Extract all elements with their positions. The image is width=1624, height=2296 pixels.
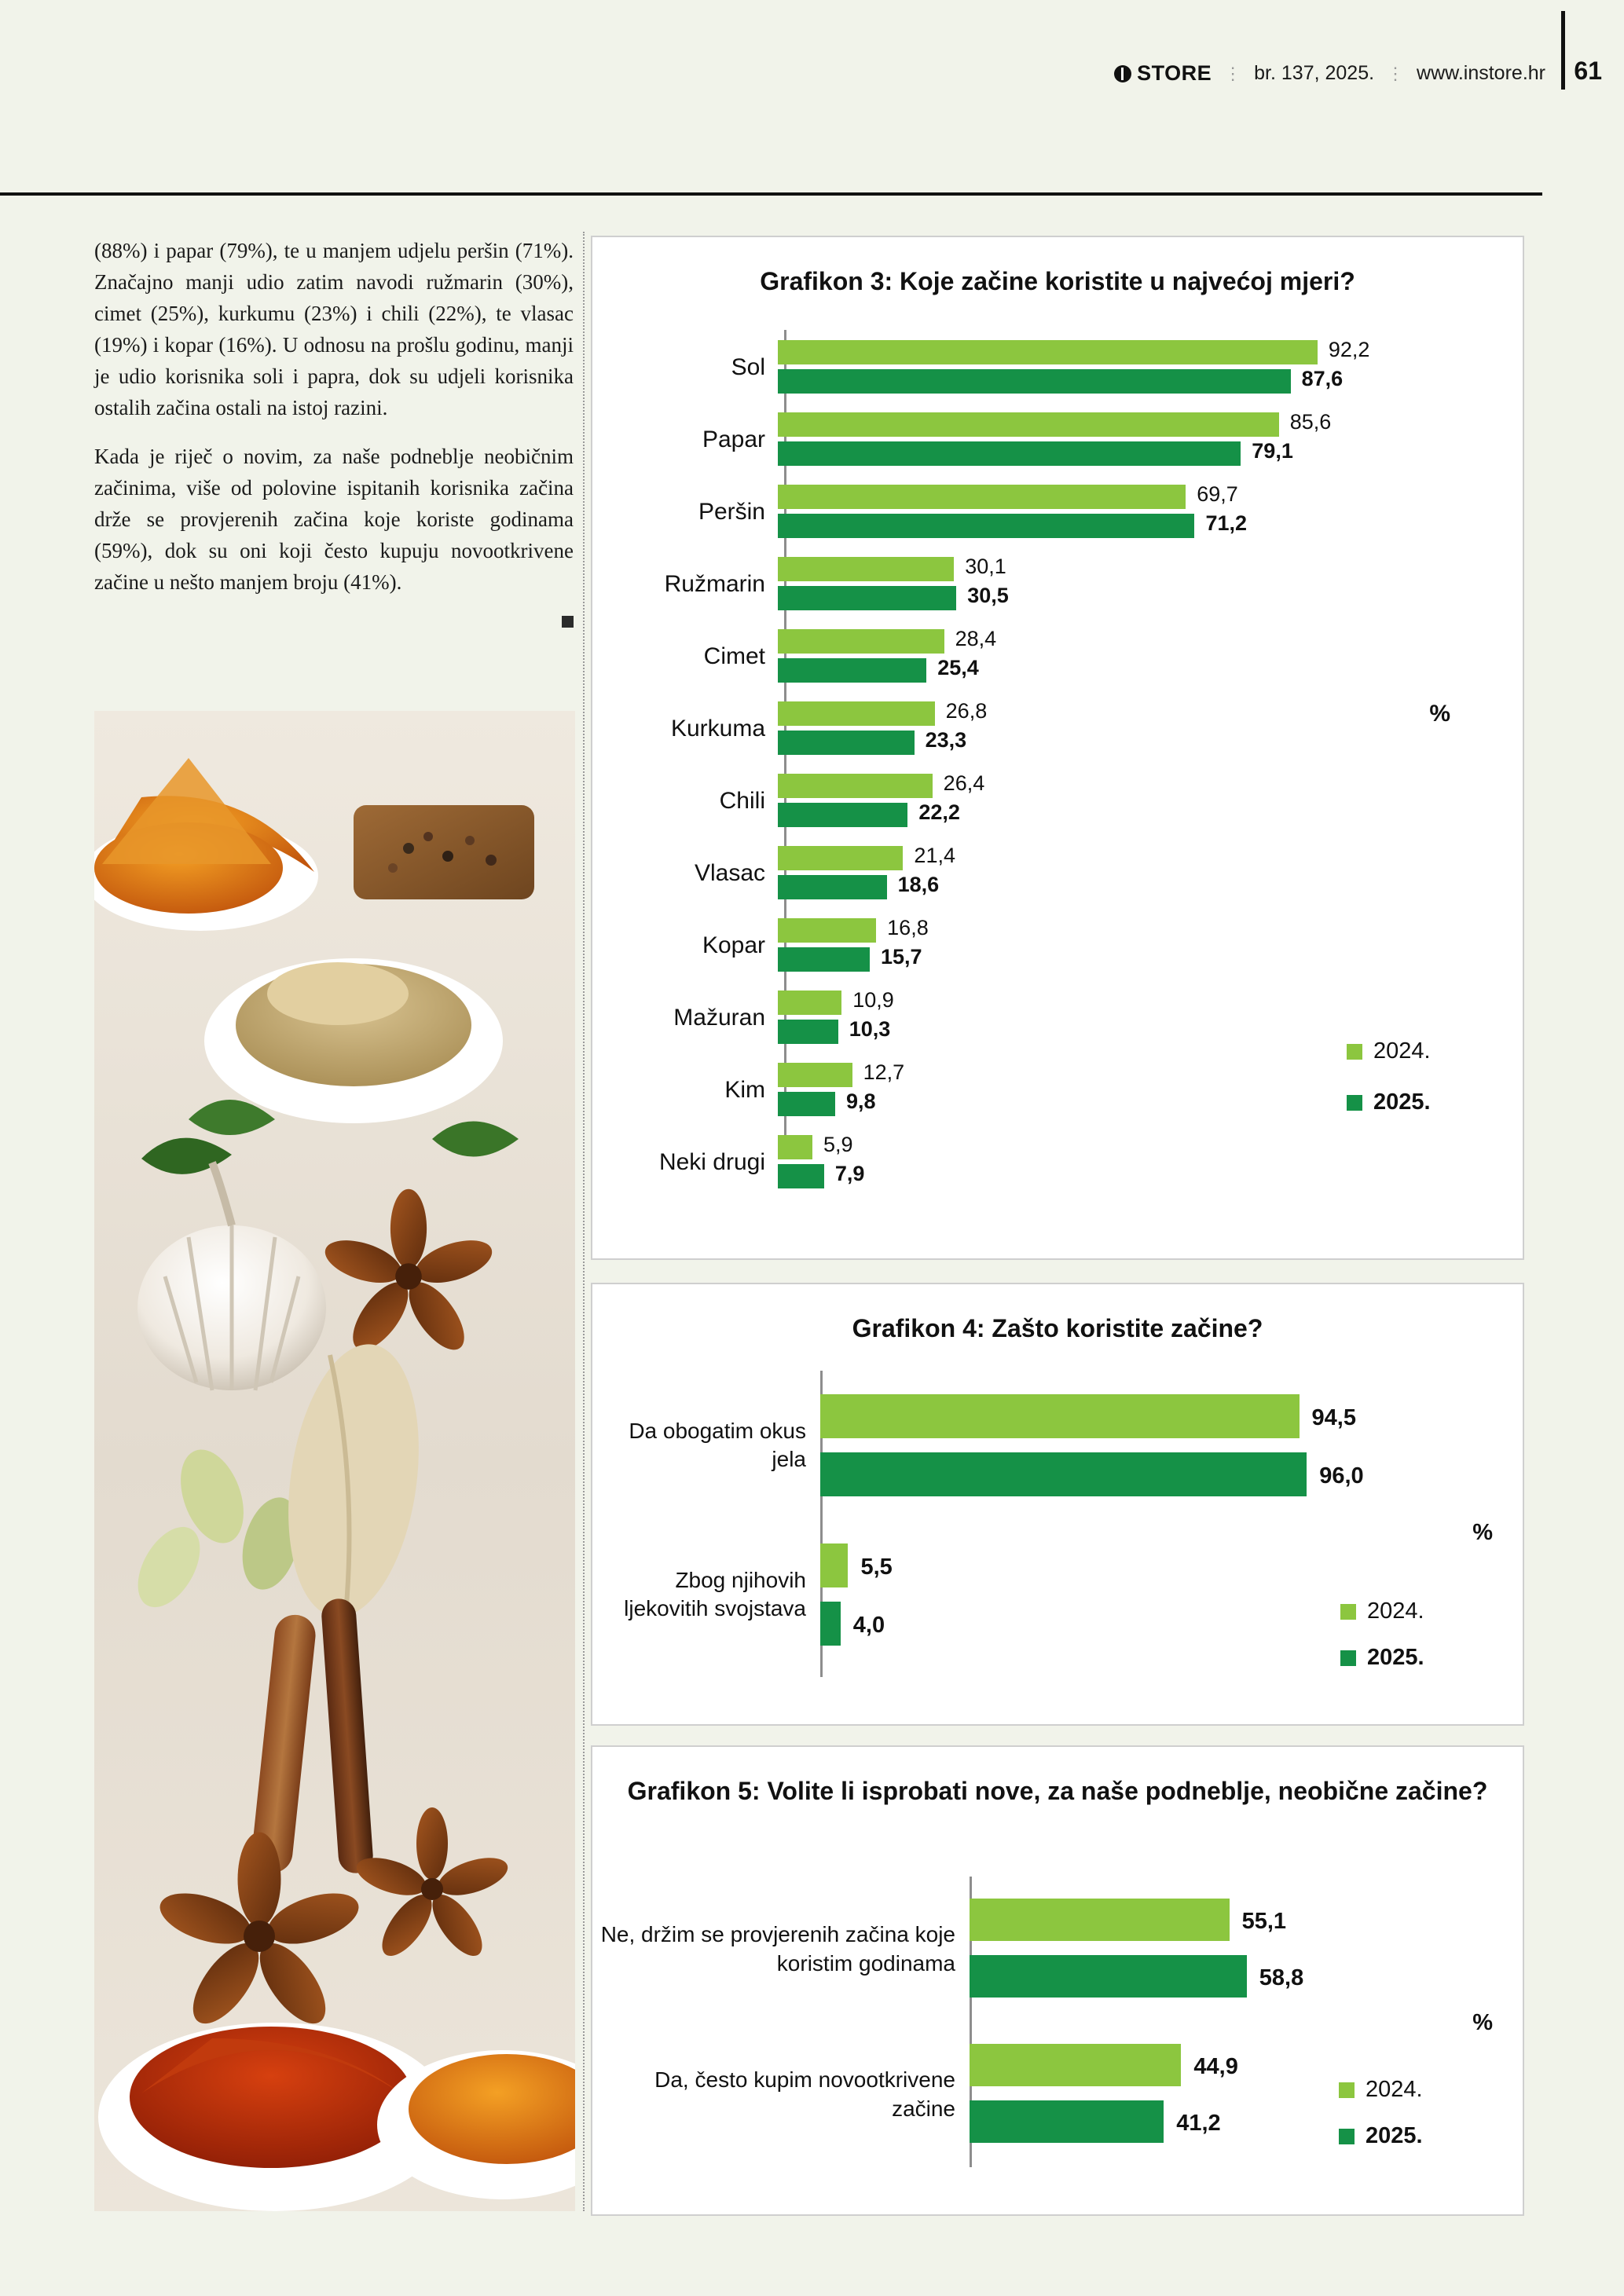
legend-label-2025: 2025. — [1367, 1645, 1424, 1670]
chart5-value-2024: 44,9 — [1193, 2054, 1238, 2079]
legend-item-2025 — [1339, 2123, 1423, 2149]
chart4-value-2024: 5,5 — [860, 1554, 893, 1580]
chart3-bar-2025 — [778, 803, 907, 827]
chart3-bar-2024 — [778, 918, 876, 943]
chart5-category-label: Ne, držim se provjerenih začina koje koristim godinama — [600, 1922, 955, 1976]
chart3-value-2025: 9,8 — [846, 1089, 876, 1113]
chart-card-grafikon3 — [591, 236, 1524, 1260]
chart4-value-2024: 94,5 — [1311, 1405, 1356, 1430]
legend-swatch-2024-icon — [1339, 2082, 1355, 2098]
chart-card-grafikon5 — [591, 1745, 1524, 2216]
chart3-value-2025: 71,2 — [1205, 511, 1247, 535]
chart4-bar-2025 — [820, 1452, 1307, 1496]
header-rule — [0, 192, 1542, 196]
chart3-value-2025: 30,5 — [967, 584, 1009, 607]
chart3-value-2024: 16,8 — [887, 916, 929, 939]
chart3-value-2024: 30,1 — [965, 555, 1006, 578]
chart5-row — [592, 1877, 1523, 2022]
chart3-bars — [778, 837, 1523, 910]
chart3-category-label: Mažuran — [673, 1005, 765, 1031]
article-text — [94, 236, 574, 635]
chart3-value-2024: 85,6 — [1289, 410, 1332, 434]
legend-swatch-2025-icon — [1339, 2129, 1355, 2144]
chart3-legend — [1347, 1038, 1431, 1115]
chart3-bars — [778, 621, 1523, 693]
chart3-bar-2025 — [778, 441, 1241, 466]
chart5-bar-2025 — [970, 1955, 1247, 1998]
chart3-row — [592, 910, 1523, 982]
chart4-legend — [1340, 1598, 1424, 1671]
chart3-value-2025: 79,1 — [1252, 439, 1293, 463]
chart3-bar-2025 — [778, 586, 956, 610]
chart4-bar-2025 — [820, 1602, 841, 1646]
chart3-bars — [778, 693, 1523, 765]
chart3-row — [592, 1126, 1523, 1199]
chart3-bar-2024 — [778, 485, 1186, 509]
legend-item-2024 — [1340, 1598, 1424, 1624]
divider-dots-2: ⋮ — [1387, 63, 1405, 83]
legend-item-2025 — [1340, 1645, 1424, 1671]
chart3-bar-2025 — [778, 1164, 824, 1188]
legend-item-2024 — [1339, 2077, 1423, 2103]
chart3-bar-2024 — [778, 701, 935, 726]
page-header — [0, 0, 1624, 181]
chart-card-grafikon4 — [591, 1283, 1524, 1726]
chart3-value-2025: 18,6 — [897, 873, 940, 896]
chart3-value-2025: 87,6 — [1301, 367, 1344, 390]
chart3-row — [592, 765, 1523, 837]
chart3-bar-2024 — [778, 1135, 812, 1159]
chart3-bar-2024 — [778, 557, 954, 581]
chart3-bar-2024 — [778, 1063, 852, 1087]
website-link[interactable]: www.instore.hr — [1417, 62, 1545, 84]
legend-label-2024: 2024. — [1366, 2077, 1423, 2102]
issue-label: br. 137, 2025. — [1254, 62, 1375, 84]
chart3-row — [592, 621, 1523, 693]
chart4-value-2025: 4,0 — [852, 1613, 885, 1638]
chart3-unit: % — [1429, 701, 1450, 727]
logo-text: STORE — [1137, 61, 1212, 85]
legend-swatch-2025-icon — [1347, 1095, 1362, 1111]
header-vertical-rule — [1561, 11, 1565, 90]
chart4-bar-2024 — [820, 1394, 1300, 1438]
spices-photo — [94, 711, 575, 2211]
chart4-category-label: Da obogatim okus jela — [629, 1418, 806, 1471]
chart4-unit: % — [1472, 1520, 1493, 1545]
chart3-category-label: Chili — [719, 788, 765, 814]
chart3-value-2025: 15,7 — [880, 945, 922, 969]
chart3-bar-2025 — [778, 875, 887, 899]
chart3-category-label: Sol — [731, 354, 765, 380]
chart3-bar-2024 — [778, 412, 1279, 437]
chart5-legend — [1339, 2077, 1423, 2149]
chart3-bars — [778, 765, 1523, 837]
chart3-bar-2024 — [778, 846, 903, 870]
chart3-bar-2025 — [778, 514, 1194, 538]
chart3-bar-2025 — [778, 947, 870, 972]
chart3-category-label: Peršin — [698, 499, 765, 525]
chart3-value-2024: 21,4 — [914, 844, 955, 867]
chart3-bar-2025 — [778, 369, 1291, 394]
chart3-value-2025: 23,3 — [925, 728, 967, 752]
chart3-row — [592, 548, 1523, 621]
chart3-bar-2025 — [778, 731, 915, 755]
chart3-bars — [778, 1126, 1523, 1199]
chart5-value-2025: 58,8 — [1259, 1965, 1304, 1990]
legend-item-2024 — [1347, 1038, 1431, 1064]
chart3-value-2024: 10,9 — [852, 988, 894, 1012]
chart4-title: Grafikon 4: Zašto koristite začine? — [852, 1314, 1263, 1342]
chart3-bars — [778, 331, 1523, 404]
chart3-category-label: Neki drugi — [658, 1149, 765, 1175]
chart4-row — [592, 1371, 1523, 1520]
chart3-value-2025: 7,9 — [834, 1162, 865, 1185]
chart4-category-label: Zbog njihovih ljekovitih svojstava — [624, 1567, 806, 1620]
legend-item-2025 — [1347, 1089, 1431, 1115]
legend-swatch-2024-icon — [1340, 1604, 1356, 1620]
chart3-value-2024: 5,9 — [823, 1133, 853, 1156]
chart3-bar-2024 — [778, 340, 1318, 364]
article-paragraph-2 — [94, 441, 574, 599]
divider-dots: ⋮ — [1224, 63, 1242, 83]
chart3-value-2024: 26,4 — [943, 771, 985, 795]
chart3-row — [592, 331, 1523, 404]
chart5-bars — [970, 2022, 1523, 2167]
chart4-bars — [820, 1371, 1523, 1520]
article-paragraph-1: (88%) i papar (79%), te u manjem udjelu peršin (71%). Značajno manji udio zatim navodi ružmarin (30%), cimet (25%), kurkumu (23%) i chili (22%), te vlasac (19%) i kopar (16%). U odnosu na prošlu godinu, manji je udio korisnika soli i papra, dok su udjeli korisnika ostalih začina ostali na istoj razini. — [94, 239, 574, 419]
chart3-row — [592, 693, 1523, 765]
chart3-value-2024: 69,7 — [1197, 482, 1238, 506]
spices-photo-graphic — [94, 711, 575, 2211]
chart3-value-2024: 26,8 — [945, 699, 988, 723]
chart3-category-label: Ružmarin — [664, 571, 765, 597]
chart3-value-2025: 22,2 — [918, 800, 960, 824]
chart3-bars — [778, 476, 1523, 548]
chart3-value-2025: 10,3 — [849, 1017, 891, 1041]
chart3-bar-2024 — [778, 774, 933, 798]
logo-mark-icon — [1114, 65, 1131, 82]
legend-label-2025: 2025. — [1373, 1089, 1431, 1115]
legend-label-2024: 2024. — [1373, 1038, 1431, 1064]
chart3-bars — [778, 404, 1523, 476]
chart5-bar-2024 — [970, 2044, 1181, 2086]
chart4-value-2025: 96,0 — [1319, 1463, 1364, 1489]
chart3-category-label: Kopar — [702, 932, 765, 958]
chart5-bars — [970, 1877, 1523, 2022]
chart3-category-label: Vlasac — [694, 860, 765, 886]
chart3-value-2024: 12,7 — [863, 1060, 905, 1084]
chart5-value-2025: 41,2 — [1176, 2111, 1221, 2136]
legend-swatch-2024-icon — [1347, 1044, 1362, 1060]
chart3-category-label: Kim — [724, 1077, 765, 1103]
article-paragraph-2-text: Kada je riječ o novim, za naše podneblje neobičnim začinima, više od polovine ispitanih korisnika začina drže se provjerenih začina koje koriste godinama (59%), dok su oni koji često kupuju novootkrivene začine u nešto manjem broju (41%). — [94, 444, 574, 594]
instore-logo — [1114, 61, 1212, 86]
legend-label-2024: 2024. — [1367, 1598, 1424, 1624]
legend-label-2025: 2025. — [1366, 2123, 1423, 2148]
chart3-category-label: Kurkuma — [670, 716, 765, 742]
chart3-value-2024: 92,2 — [1328, 338, 1370, 361]
chart3-row — [592, 404, 1523, 476]
chart3-bar-2025 — [778, 1092, 835, 1116]
chart3-bar-2024 — [778, 991, 841, 1015]
chart3-bar-2025 — [778, 1020, 838, 1044]
header-meta — [1114, 61, 1545, 86]
chart5-bar-2025 — [970, 2100, 1164, 2143]
legend-swatch-2025-icon — [1340, 1650, 1356, 1666]
chart5-value-2024: 55,1 — [1241, 1909, 1287, 1934]
chart5-bar-2024 — [970, 1899, 1230, 1941]
end-of-article-marker — [562, 616, 574, 628]
chart5-title: Grafikon 5: Volite li isprobati nove, za naše podneblje, neobične začine? — [627, 1777, 1488, 1805]
chart3-bar-2025 — [778, 658, 926, 683]
chart3-value-2025: 25,4 — [937, 656, 979, 679]
chart3-bars — [778, 548, 1523, 621]
chart3-value-2024: 28,4 — [955, 627, 997, 650]
column-divider — [583, 232, 586, 2211]
chart4-bar-2024 — [820, 1543, 848, 1587]
chart3-bar-2024 — [778, 629, 944, 654]
chart3-bars — [778, 910, 1523, 982]
chart3-row — [592, 837, 1523, 910]
chart3-category-label: Cimet — [703, 643, 765, 669]
chart3-row — [592, 476, 1523, 548]
chart5-unit: % — [1472, 2010, 1493, 2035]
page-number: 61 — [1574, 57, 1602, 85]
chart3-title: Grafikon 3: Koje začine koristite u najvećoj mjeri? — [760, 267, 1355, 295]
chart5-category-label: Da, često kupim novootkrivene začine — [654, 2067, 955, 2121]
chart3-category-label: Papar — [702, 427, 765, 452]
